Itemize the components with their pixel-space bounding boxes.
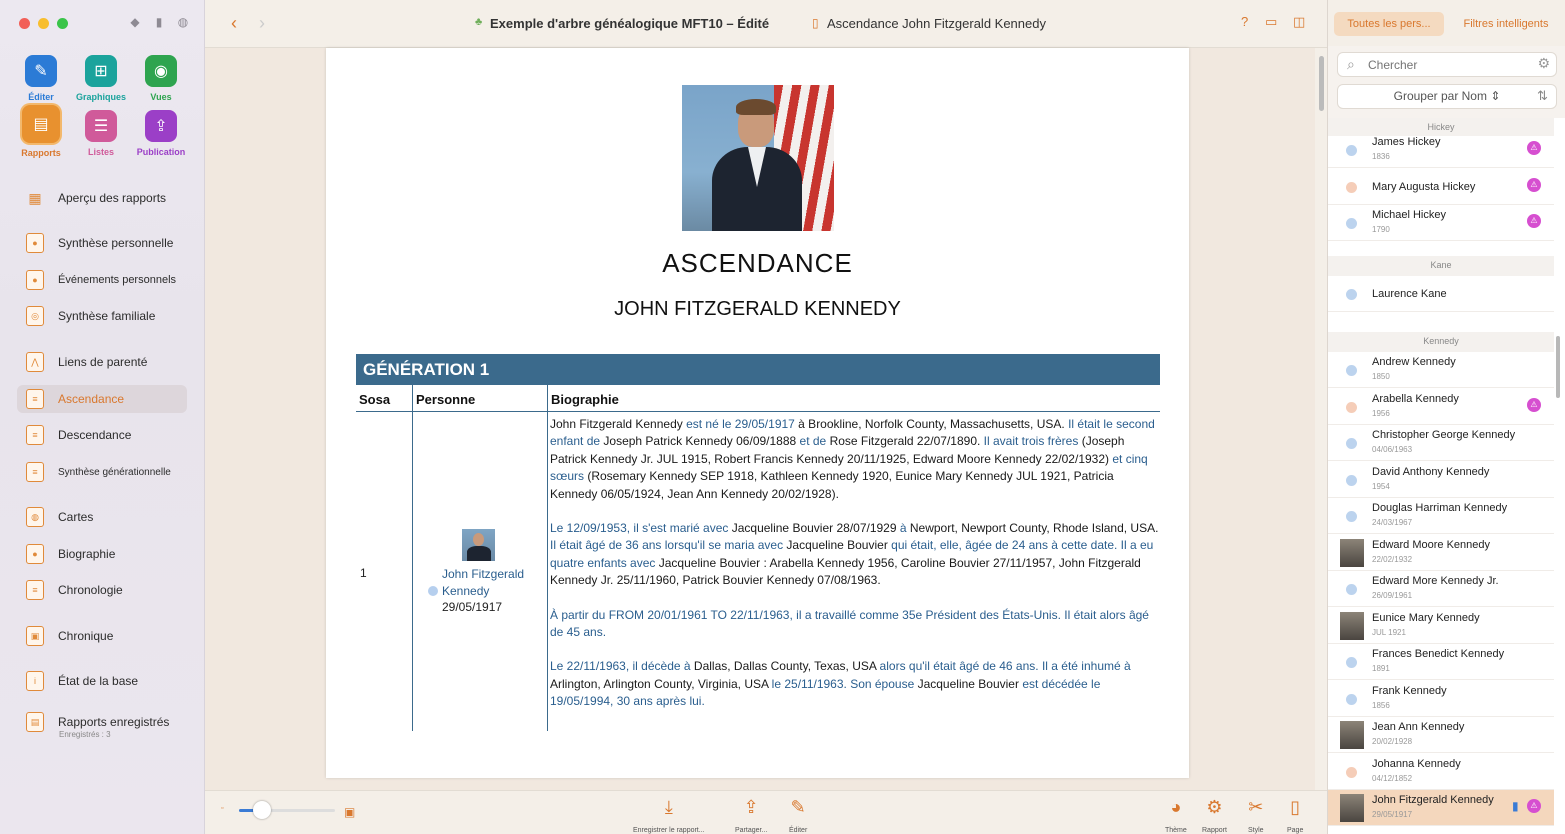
persons-panel	[1327, 0, 1565, 834]
person-row[interactable]	[1328, 462, 1554, 498]
person-list-scrollbar[interactable]	[1556, 336, 1560, 398]
nav-label: Ascendance	[58, 392, 125, 406]
zoom-in-icon[interactable]: ▣	[344, 805, 356, 819]
share-icon: ⇪	[743, 797, 759, 817]
biography-paragraph	[550, 416, 1160, 503]
nav-generations[interactable]	[17, 458, 187, 486]
nav-descendants[interactable]	[17, 421, 187, 449]
share-button[interactable]	[735, 797, 767, 834]
biography-segment: et cinq sœurs	[550, 451, 1148, 484]
nav-biography[interactable]	[17, 540, 187, 568]
theme-button[interactable]	[1165, 797, 1187, 834]
window-minimize-button[interactable]	[38, 18, 49, 29]
back-arrow-icon[interactable]: ‹	[231, 13, 237, 33]
app-publish-button[interactable]	[131, 110, 191, 157]
help-icon[interactable]: ?	[1241, 14, 1249, 29]
person-row[interactable]	[1328, 352, 1554, 388]
nav-label: Rapports enregistrés	[58, 715, 170, 729]
person-row[interactable]	[1328, 644, 1554, 680]
nav-ancestors[interactable]	[17, 385, 187, 413]
person-date: 20/02/1928	[1372, 737, 1413, 746]
portrait-photo	[682, 85, 834, 231]
group-header: Kane	[1430, 259, 1452, 270]
person-name: Arabella Kennedy	[1372, 392, 1459, 405]
person-date: 1954	[1372, 481, 1390, 491]
person-name: Frances Benedict Kennedy	[1372, 648, 1505, 660]
warning-badge-icon[interactable]: ⚠	[1527, 141, 1541, 155]
nav-chronicle[interactable]	[17, 622, 187, 650]
person-name: David Anthony Kennedy	[1372, 465, 1490, 478]
person-date: 1891	[1372, 664, 1390, 673]
biography-segment: John Fitzgerald Kennedy	[550, 417, 683, 431]
nav-label: Biographie	[58, 547, 116, 561]
person-name: James Hickey	[1372, 136, 1441, 148]
nav-label: Synthèse générationnelle	[58, 466, 171, 478]
biography-segment: Il était âgé de 36 ans lorsqu'il se maria avec	[550, 538, 787, 553]
group-header: Hickey	[1427, 122, 1455, 132]
tab-all-persons[interactable]: Toutes les pers...	[1334, 12, 1444, 36]
biography-segment: Arlington, Arlington County, Virginia, USA	[550, 676, 769, 691]
nav-timeline[interactable]	[17, 576, 187, 604]
saved-reports-count: Enregistrés : 3	[59, 730, 111, 739]
person-name: Johanna Kennedy	[1372, 757, 1461, 770]
page-icon: ▯	[1290, 797, 1301, 817]
male-indicator-icon	[1346, 218, 1357, 229]
panel-tabs	[1328, 0, 1565, 46]
report-settings-button[interactable]	[1202, 797, 1227, 834]
search-icon: ⌕	[1347, 56, 1355, 72]
male-indicator-icon	[1346, 365, 1357, 376]
male-indicator-icon	[1346, 289, 1357, 300]
person-name: Edward More Kennedy Jr.	[1372, 575, 1499, 587]
person-name: Laurence Kane	[1372, 287, 1447, 300]
person-date: 24/03/1967	[1372, 518, 1413, 527]
timeline-icon: ≡	[26, 580, 44, 600]
report-icon: ▤	[22, 105, 60, 143]
sidebar-toggle-icon[interactable]: ◫	[1293, 14, 1306, 29]
male-indicator-icon	[1346, 475, 1357, 486]
header-divider	[356, 411, 1160, 412]
person-row[interactable]	[1328, 535, 1554, 571]
search-input[interactable]	[1368, 56, 1528, 74]
nav-label: Chronique	[58, 629, 114, 643]
nav-family-summary[interactable]	[17, 302, 187, 330]
nav-label: Synthèse personnelle	[58, 236, 174, 250]
report-viewer	[205, 48, 1315, 790]
window-icon[interactable]: ▭	[1265, 14, 1278, 29]
person-date: 1856	[1372, 700, 1390, 710]
save-report-button[interactable]	[633, 797, 705, 834]
biography-segment: le 25/11/1963. Son épouse	[768, 676, 918, 691]
window-zoom-button[interactable]	[57, 18, 68, 29]
gear-icon[interactable]: ⚙	[1537, 55, 1550, 71]
biography-segment: alors qu'il était âgé de 46 ans. Il a été inhumé à	[876, 659, 1131, 674]
warning-badge-icon[interactable]: ⚠	[1527, 214, 1541, 228]
person-row[interactable]	[1328, 608, 1554, 644]
page-button[interactable]	[1287, 797, 1303, 834]
person-date: 1836	[1372, 152, 1390, 161]
save-download-icon: ⤓	[664, 797, 673, 817]
male-indicator-icon	[1346, 438, 1357, 449]
male-indicator-icon	[1346, 584, 1357, 595]
eye-icon: ◉	[145, 55, 177, 87]
biography-segment: Il était le second enfant de	[550, 417, 1155, 449]
zoom-slider-knob[interactable]	[253, 801, 271, 819]
biography-segment: est né le 29/05/1917	[682, 417, 795, 431]
person-date: JUL 1921	[1372, 627, 1406, 637]
person-date: 22/02/1932	[1372, 554, 1413, 564]
bookmark-icon[interactable]: ▮	[155, 15, 163, 29]
biography-segment: Jacqueline Bouvier	[786, 538, 888, 553]
edit-report-button[interactable]	[789, 797, 807, 834]
saved-reports-icon: ▤	[26, 712, 44, 732]
group-by-label: Grouper par Nom	[1393, 89, 1487, 103]
person-date: 26/09/1961	[1372, 591, 1413, 600]
biography-paragraph	[550, 520, 1160, 590]
male-indicator-icon	[1346, 145, 1357, 156]
nav-label: État de la base	[58, 674, 139, 688]
nav-maps[interactable]	[17, 503, 187, 531]
biography-segment: Rose Fitzgerald 22/07/1890.	[829, 434, 981, 449]
person-name: Christopher George Kennedy	[1372, 429, 1516, 441]
biography-segment: Jacqueline Bouvier 28/07/1929	[731, 521, 897, 536]
bookmark-icon[interactable]: ▮	[1512, 799, 1519, 813]
person-date: 04/12/1852	[1372, 773, 1413, 783]
family-report-icon: ◎	[26, 306, 44, 326]
person-date: 1850	[1372, 372, 1390, 381]
person-name: Douglas Harriman Kennedy	[1372, 502, 1508, 514]
app-lists-label: Listes	[87, 147, 114, 157]
app-publish-label: Publication	[136, 147, 186, 157]
person-name: Jean Ann Kennedy	[1372, 721, 1465, 733]
column-header-biography: Biographie	[551, 392, 619, 407]
person-date: 29/05/1917	[1372, 810, 1413, 819]
warning-badge-icon[interactable]: ⚠	[1527, 799, 1541, 813]
biography-segment: à Brookline, Norfolk County, Massachusetts, USA.	[794, 417, 1065, 431]
app-lists-button[interactable]	[71, 110, 131, 157]
person-row[interactable]	[1328, 389, 1554, 425]
edit-label: Éditer	[789, 827, 808, 834]
column-header-person: Personne	[416, 392, 476, 407]
pencil-icon: ✎	[25, 55, 57, 87]
map-icon: ◍	[26, 507, 44, 527]
nav-personal-events[interactable]	[17, 266, 187, 294]
person-row[interactable]	[1328, 205, 1554, 241]
biography-segment: et de	[796, 434, 830, 449]
male-indicator-icon	[1346, 511, 1357, 522]
search-field	[1337, 52, 1557, 77]
biography-segment: Le 22/11/1963, il décède à	[550, 659, 694, 674]
nav-label: Synthèse familiale	[58, 309, 156, 323]
palette-icon: ◕	[1170, 797, 1182, 817]
male-indicator-icon	[1346, 694, 1357, 705]
window-close-button[interactable]	[19, 18, 30, 29]
female-indicator-icon	[1346, 402, 1357, 413]
biography-paragraph	[550, 607, 1160, 642]
report-settings-icon: ⚙	[1206, 797, 1223, 817]
person-row[interactable]	[1328, 169, 1554, 205]
biography-segment: Newport, Newport County, Rhode Island, USA.	[909, 521, 1159, 536]
person-name: Michael Hickey	[1372, 209, 1446, 221]
male-indicator-icon	[1346, 657, 1357, 668]
person-birth-date: 29/05/1917	[442, 600, 503, 614]
person-row[interactable]	[1328, 754, 1554, 790]
biography-segment: Le 12/09/1953, il s'est marié avec	[550, 521, 732, 536]
nav-database-state[interactable]	[17, 667, 187, 695]
sort-icon[interactable]: ⇅	[1537, 88, 1548, 103]
warning-badge-icon[interactable]: ⚠	[1527, 398, 1541, 412]
document-scrollbar[interactable]	[1315, 48, 1327, 790]
person-photo	[1340, 612, 1364, 640]
biography-segment: À partir du FROM 20/01/1961 TO 22/11/1963, il a travaillé comme 35e Président des États-Unis. Il était alors âgé de 45 ans.	[550, 607, 1149, 640]
tree-chart-icon: ⊞	[85, 55, 117, 87]
person-date: 04/06/1963	[1372, 445, 1413, 454]
forward-arrow-icon[interactable]: ›	[259, 13, 265, 33]
bottom-toolbar	[205, 790, 1327, 834]
save-report-label: Enregistrer le rapport...	[633, 827, 705, 834]
report-title: ASCENDANCE	[662, 248, 853, 278]
person-name: Edward Moore Kennedy	[1372, 538, 1491, 551]
person-list	[1328, 118, 1565, 834]
female-indicator-icon	[1346, 767, 1357, 778]
edit-icon: ✎	[790, 797, 806, 817]
person-name-link[interactable]: John Fitzgerald Kennedy	[442, 567, 525, 598]
generation-header: GÉNÉRATION 1	[356, 354, 1160, 385]
column-header-sosa: Sosa	[359, 392, 391, 407]
column-divider	[547, 385, 548, 731]
person-row[interactable]	[1328, 681, 1554, 717]
biography-segment: est décédée le 19/05/1994, 30 ans après lui.	[550, 676, 1101, 709]
document-icon: ▯	[812, 16, 819, 30]
nav-report-overview[interactable]	[17, 184, 187, 212]
window-title: Exemple d'arbre généalogique MFT10 – Édité	[490, 16, 770, 31]
nav-label: Cartes	[58, 510, 94, 524]
male-indicator-icon	[428, 586, 438, 596]
page-label: Page	[1287, 827, 1304, 834]
person-name: John Fitzgerald Kennedy	[1372, 794, 1494, 806]
person-name: Andrew Kennedy	[1372, 356, 1456, 368]
person-row[interactable]	[1328, 276, 1554, 312]
chronicle-icon: ▣	[26, 626, 44, 646]
person-name: Eunice Mary Kennedy	[1372, 611, 1480, 624]
tab-smart-filters[interactable]: Filtres intelligents	[1463, 18, 1549, 30]
biography-segment: Joseph Patrick Kennedy 06/09/1888	[603, 434, 797, 449]
person-photo	[1340, 721, 1364, 749]
biography-segment: Jacqueline Bouvier : Arabella Kennedy 1956, Caroline Bouvier 27/11/1957, John Fitzgerald Kennedy Jr. 25/11/1960, Patrick Bouvier Kennedy 07/08/1963.	[550, 555, 1141, 588]
report-settings-label: Rapport	[1202, 827, 1227, 834]
biography-segment: (Rosemary Kennedy SEP 1918, Kathleen Kennedy 1920, Eunice Mary Kennedy JUL 1921, Patricia Kennedy 06/05/1924, Jean Ann Kennedy 20/02/1928).	[550, 469, 1114, 501]
group-by-select[interactable]	[1337, 84, 1557, 109]
app-edit-label: Éditer	[28, 92, 54, 102]
app-reports-button[interactable]	[11, 105, 71, 158]
grid-icon: ▦	[28, 189, 42, 206]
nav-label: Descendance	[58, 428, 132, 442]
app-edit-button[interactable]	[11, 55, 71, 102]
sidebar	[0, 0, 205, 834]
ancestors-icon: ≡	[26, 389, 44, 409]
app-views-button[interactable]	[131, 55, 191, 102]
biography-segment: Jacqueline Bouvier	[917, 676, 1019, 691]
person-date: 1956	[1372, 408, 1390, 418]
app-charts-button[interactable]	[71, 55, 131, 102]
person-photo	[1340, 794, 1364, 822]
person-photo	[1340, 539, 1364, 567]
app-reports-label: Rapports	[21, 148, 61, 158]
biography-segment: qui était, elle, âgée de 24 ans à cette date. Il a eu quatre enfants avec	[550, 538, 1154, 570]
tree-file-icon: ♣	[475, 16, 483, 28]
report-page	[326, 48, 1189, 778]
female-indicator-icon	[1346, 182, 1357, 193]
chevron-updown-icon: ⇕	[1490, 89, 1501, 103]
biography-segment: à	[896, 521, 910, 536]
person-name: Mary Augusta Hickey	[1372, 180, 1476, 193]
biography-text	[550, 416, 1160, 728]
list-icon: ☰	[85, 110, 117, 142]
descendants-icon: ≡	[26, 425, 44, 445]
nav-personal-summary[interactable]	[17, 229, 187, 257]
relationship-icon: ⋀	[26, 352, 44, 372]
style-icon: ✂	[1248, 797, 1264, 817]
nav-label: Aperçu des rapports	[58, 191, 167, 205]
globe-icon[interactable]: ◍	[177, 15, 189, 29]
biography-segment: Dallas, Dallas County, Texas, USA	[693, 659, 877, 674]
person-report-icon: ●	[26, 233, 44, 253]
style-label: Style	[1248, 827, 1264, 834]
person-events-icon: ●	[26, 270, 44, 290]
report-subtitle: JOHN FITZGERALD KENNEDY	[614, 298, 901, 320]
zoom-out-icon[interactable]: ▫	[221, 805, 224, 812]
sosa-number: 1	[360, 566, 367, 580]
share-label: Partager...	[735, 827, 768, 834]
info-icon: i	[26, 671, 44, 691]
person-row[interactable]	[1328, 571, 1554, 607]
app-views-label: Vues	[150, 92, 172, 102]
upload-icon: ⇪	[145, 110, 177, 142]
person-row[interactable]	[1328, 790, 1554, 826]
person-row[interactable]	[1328, 425, 1554, 461]
generations-icon: ≡	[26, 462, 44, 482]
biography-segment: (Joseph Patrick Kennedy Jr. JUL 1915, Robert Francis Kennedy 20/11/1925, Edward Moore Kennedy 22/02/1932)	[550, 434, 1125, 466]
document-title: Ascendance John Fitzgerald Kennedy	[827, 16, 1046, 31]
person-name: Frank Kennedy	[1372, 684, 1447, 697]
tag-icon[interactable]: ◆	[130, 15, 140, 29]
person-row[interactable]	[1328, 498, 1554, 534]
person-date: 1790	[1372, 225, 1390, 234]
biography-paragraph	[550, 658, 1160, 710]
group-header: Kennedy	[1423, 336, 1459, 346]
style-button[interactable]	[1248, 797, 1264, 834]
nav-label: Liens de parenté	[58, 355, 148, 369]
person-thumbnail	[462, 529, 495, 561]
nav-label: Chronologie	[58, 583, 123, 597]
biography-icon: ●	[26, 544, 44, 564]
column-divider	[412, 385, 413, 731]
nav-relationship[interactable]	[17, 348, 187, 376]
theme-label: Thème	[1165, 827, 1187, 834]
app-charts-label: Graphiques	[75, 92, 126, 102]
biography-segment: Il avait trois frères	[980, 434, 1082, 449]
toolbar	[205, 0, 1327, 48]
person-row[interactable]	[1328, 717, 1554, 753]
warning-badge-icon[interactable]: ⚠	[1527, 178, 1541, 192]
nav-label: Événements personnels	[58, 274, 177, 286]
person-row[interactable]	[1328, 132, 1554, 168]
